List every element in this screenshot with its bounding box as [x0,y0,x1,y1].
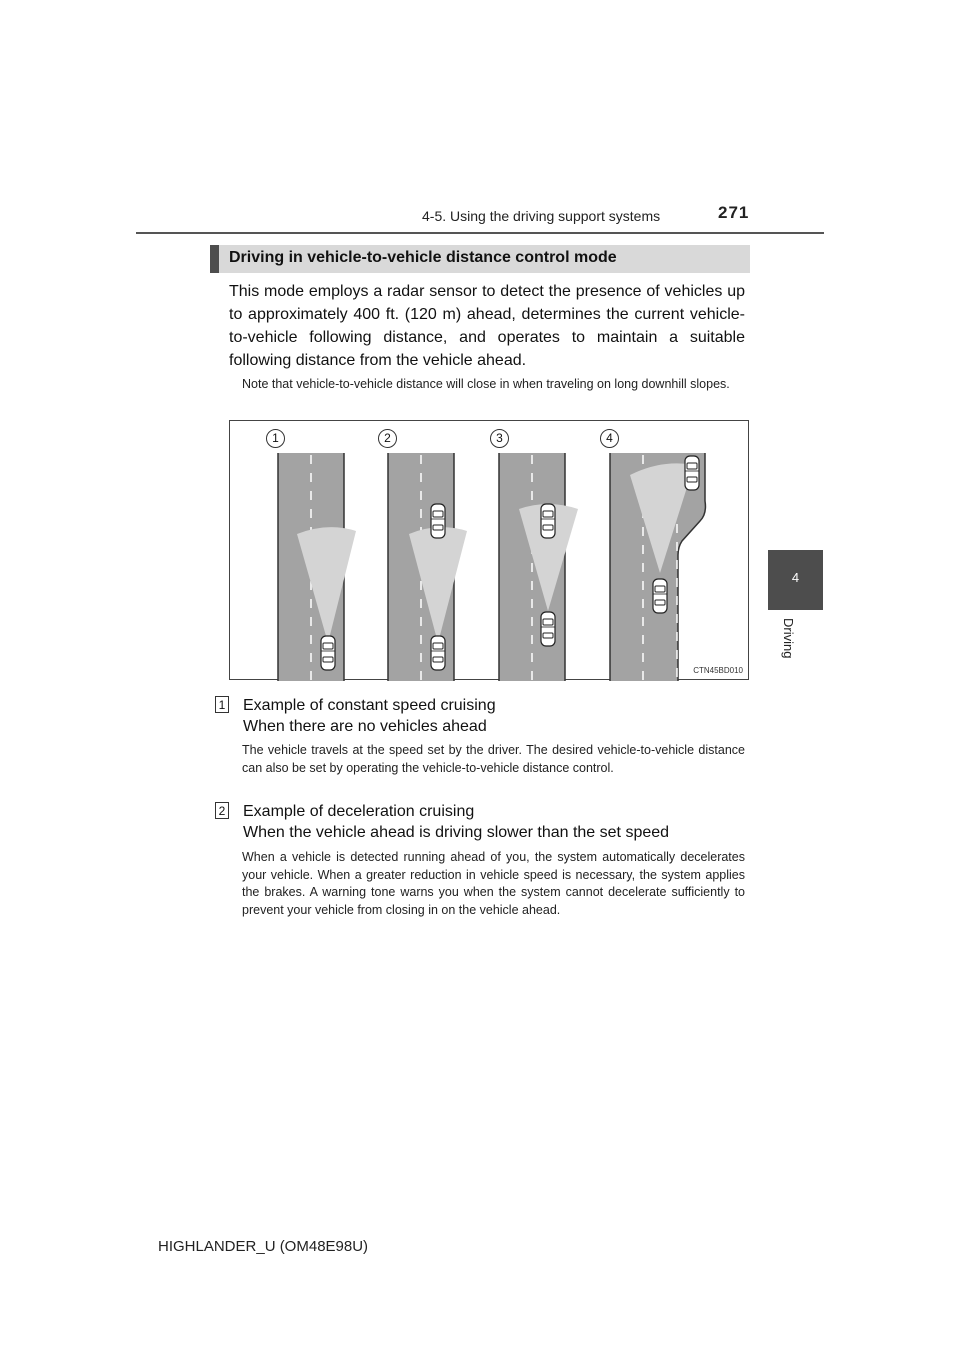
item-2-body: When a vehicle is detected running ahead of you, the system automatically decelerates your vehicle. When a greater reduction in vehicle speed is necessary, the system applies the brakes. A warning tone warns you when the system cannot decelerate sufficiently to prevent your vehicle from closing in on the vehicle ahead. [242,850,745,917]
chapter-label [768,618,823,678]
section-heading [210,245,750,273]
vehicle-ahead-3 [541,504,555,538]
scene-1 [278,453,356,681]
radar-illustration [229,420,749,680]
item-1-badge: 1 [215,696,229,713]
header-rule [136,232,824,234]
scene-3 [499,453,578,681]
item-2 [215,801,750,941]
scene-2 [388,453,467,681]
scene-4 [610,453,705,681]
footer-model: HIGHLANDER_U (OM48E98U) [158,1238,369,1255]
item-1 [215,695,750,805]
vehicle-ahead-4 [685,456,699,490]
item-1-title: Example of constant speed cruising [243,697,496,714]
item-2-title: Example of deceleration cruising [243,803,475,820]
chapter-label-text: Driving [781,618,796,659]
header-section-title: 4-5. Using the driving support systems [422,208,661,224]
section-heading-text: Driving in vehicle-to-vehicle distance control mode [229,249,617,266]
item-1-body: The vehicle travels at the speed set by the driver. The desired vehicle-to-vehicle distance can also be set by operating the vehicle-to-vehicle distance control. [242,743,745,775]
item-2-subtitle: When the vehicle ahead is driving slower than the set speed [243,824,670,841]
callout-2: 2 [378,429,397,448]
item-2-badge: 2 [215,802,229,819]
own-vehicle-4 [653,579,667,613]
road-scenes-svg [230,421,750,681]
page-number: 271 [718,203,750,222]
own-vehicle-3 [541,612,555,646]
own-vehicle-1 [321,636,335,670]
item-1-subtitle: When there are no vehicles ahead [243,718,487,735]
chapter-tab: 4 [768,550,823,610]
intro-paragraph: This mode employs a radar sensor to detect the presence of vehicles up to approximately 400 ft. (120 m) ahead, determines the current vehicle-to-vehicle following distance, and operates to maintain a suitable following distance from the vehicle ahead. [229,283,745,369]
note-paragraph: Note that vehicle-to-vehicle distance will close in when traveling on long downhill slopes. [242,377,730,391]
callout-3: 3 [490,429,509,448]
vehicle-ahead-2 [431,504,445,538]
callout-4: 4 [600,429,619,448]
own-vehicle-2 [431,636,445,670]
callout-1: 1 [266,429,285,448]
figure-code: CTN45BD010 [693,666,743,675]
